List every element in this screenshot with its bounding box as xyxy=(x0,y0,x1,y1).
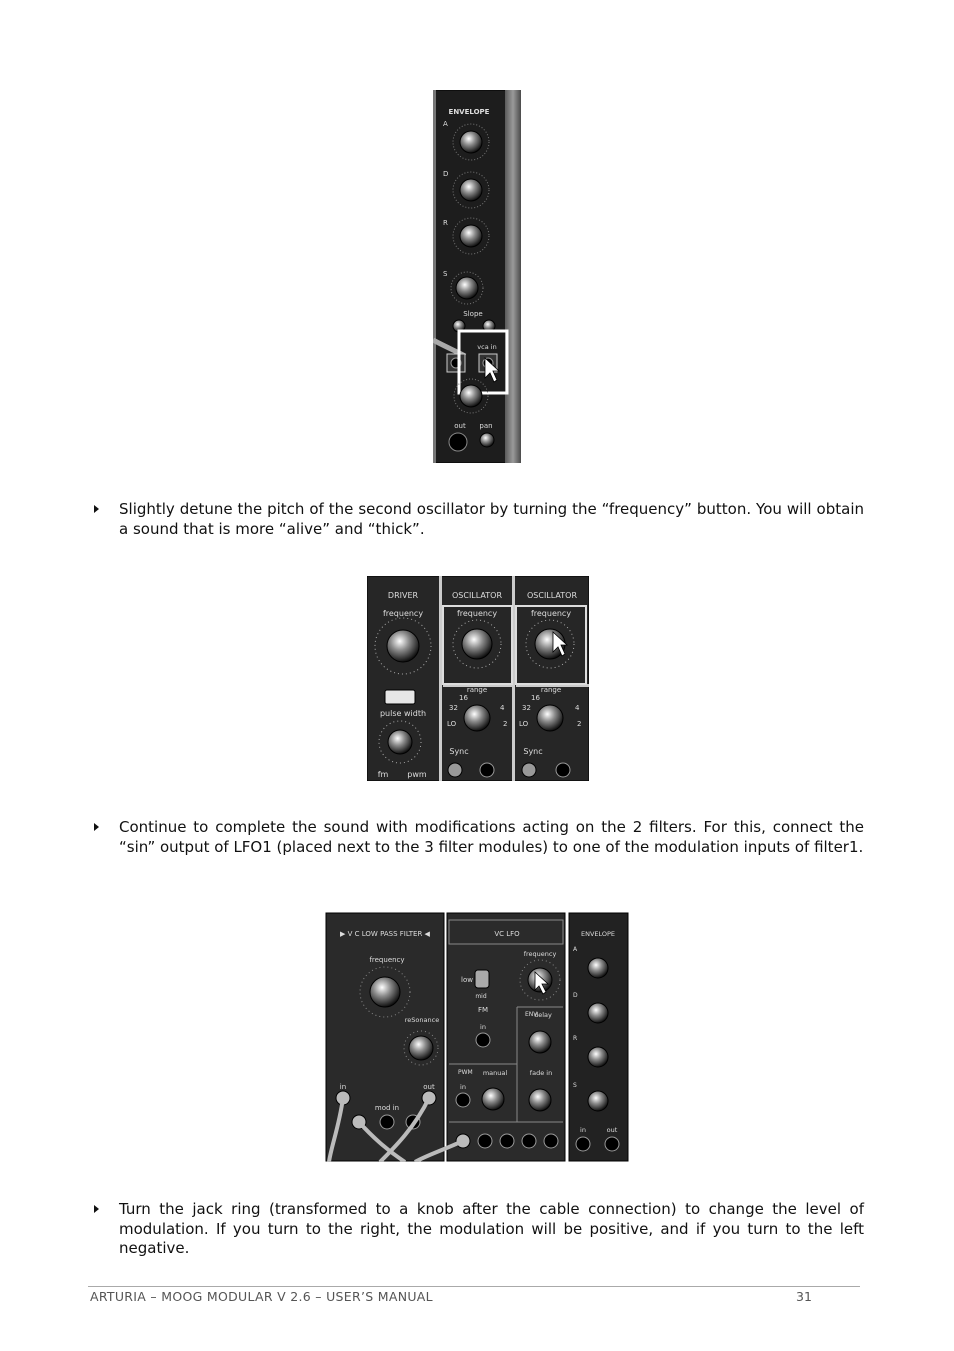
bullet-text: Slightly detune the pitch of the second oscillator by turning the “frequency” button. You will obtain a sound that is more “alive” and “thick”. xyxy=(119,500,864,538)
env-letter-d: D xyxy=(573,992,578,999)
osc1-range-2: 2 xyxy=(503,720,508,728)
bullet-arrow-icon xyxy=(94,823,99,831)
env-knob-a xyxy=(588,958,608,978)
env-knob-s xyxy=(588,1091,608,1111)
osc1-range-32: 32 xyxy=(449,704,458,712)
oscillator-2-title: OSCILLATOR xyxy=(526,591,578,600)
envelope-letter-d: D xyxy=(443,170,449,178)
driver-frequency-knob xyxy=(387,630,419,662)
envelope-pan-knob xyxy=(480,433,494,447)
lfo-fade-in-label: fade in xyxy=(529,1069,553,1077)
figure-filter-lfo-modules xyxy=(325,912,629,1162)
osc2-range-16: 16 xyxy=(531,694,540,702)
footer-title: ARTURIA – MOOG MODULAR V 2.6 – USER’S MANUAL xyxy=(90,1289,433,1304)
oscillator-2-out-jack xyxy=(556,763,570,777)
lfo-low-label: low xyxy=(461,976,473,984)
osc2-range-32: 32 xyxy=(522,704,531,712)
env-letter-r: R xyxy=(573,1035,578,1042)
lfo-env-label: ENV xyxy=(525,1011,538,1018)
osc2-range-2: 2 xyxy=(577,720,582,728)
lfo-fm-in-label: in xyxy=(480,1023,486,1031)
filter-in-label: in xyxy=(339,1083,347,1091)
bullet-text: Turn the jack ring (transformed to a knob after the cable connection) to change the level of modulation. If you turn to the right, the modulation will be positive, and if you turn to the left negative. xyxy=(119,1200,864,1257)
oscillator-2-sync-label: Sync xyxy=(523,747,543,756)
page-number: 31 xyxy=(796,1289,812,1304)
lfo-range-switch xyxy=(475,970,489,988)
oscillator-2-frequency-label: frequency xyxy=(530,609,572,618)
filter-title: ▶ V C LOW PASS FILTER ◀ xyxy=(340,930,430,938)
oscillator-1-out-jack xyxy=(480,763,494,777)
lfo-pulse-jack xyxy=(544,1134,558,1148)
bullet-item-2 xyxy=(94,818,864,857)
lfo-triangle-jack xyxy=(478,1134,492,1148)
lfo-square-jack xyxy=(522,1134,536,1148)
filter-mod-in-label: mod in xyxy=(374,1104,400,1112)
oscillator-1-title: OSCILLATOR xyxy=(451,591,503,600)
figure-oscillator-modules xyxy=(367,576,589,781)
env-in-jack xyxy=(576,1137,590,1151)
envelope-pan-label: pan xyxy=(479,422,493,430)
env-in-label: in xyxy=(580,1126,586,1134)
oscillator-1-sync-label: Sync xyxy=(449,747,469,756)
lfo-fm-label: FM xyxy=(477,1006,489,1014)
env-knob-r xyxy=(588,1047,608,1067)
lfo-frequency-label: frequency xyxy=(523,950,557,958)
pwm-knob xyxy=(388,730,412,754)
filter-frequency-label: frequency xyxy=(369,956,405,964)
env-letter-a: A xyxy=(573,946,578,953)
filter-out-label: out xyxy=(423,1083,435,1091)
osc1-range-16: 16 xyxy=(459,694,468,702)
osc1-range-lo: LO xyxy=(447,720,457,728)
envelope-title: ENVELOPE xyxy=(448,108,490,116)
env-title: ENVELOPE xyxy=(580,930,616,938)
envelope-vca-in-label: vca in xyxy=(477,343,497,351)
driver-title: DRIVER xyxy=(387,591,419,600)
lfo-pwm-in-jack xyxy=(456,1093,470,1107)
figure-envelope-module xyxy=(433,90,521,463)
envelope-letter-s: S xyxy=(443,270,448,278)
lfo-delay-label: delay xyxy=(534,1011,552,1019)
lfo-manual-knob xyxy=(482,1088,504,1110)
footer-divider xyxy=(88,1286,860,1287)
osc2-range-lo: LO xyxy=(519,720,529,728)
env-out-label: out xyxy=(606,1126,618,1134)
oscillator-2-range-knob xyxy=(537,705,563,731)
filter-frequency-knob xyxy=(370,977,400,1007)
driver-frequency-label: frequency xyxy=(382,609,424,618)
oscillator-1-frequency-label: frequency xyxy=(456,609,498,618)
filter-resonance-knob xyxy=(409,1036,433,1060)
oscillator-1-sync-jack xyxy=(448,763,462,777)
bullet-text: Continue to complete the sound with modifications acting on the 2 filters. For this, connect the “sin” output of LFO1 (placed next to the 3 filter modules) to one of the modulation inputs of filter1. xyxy=(119,818,864,856)
bullet-item-1 xyxy=(94,500,864,539)
oscillator-2-range-label: range xyxy=(540,686,562,694)
lfo-fade-in-knob xyxy=(529,1089,551,1111)
bullet-item-3 xyxy=(94,1200,864,1259)
envelope-letter-a: A xyxy=(443,120,448,128)
oscillator-2-sync-jack xyxy=(522,763,536,777)
envelope-letter-r: R xyxy=(443,219,448,227)
oscillator-1-range-label: range xyxy=(466,686,488,694)
lfo-mid-label: mid xyxy=(475,993,487,1000)
lfo-pwm-in-label: in xyxy=(460,1083,466,1091)
filter-mod-in-jack-2 xyxy=(380,1115,394,1129)
osc1-range-4: 4 xyxy=(500,704,505,712)
envelope-out-label: out xyxy=(454,422,466,430)
fm-label: fm xyxy=(377,770,389,779)
bullet-arrow-icon xyxy=(94,505,99,513)
env-knob-d xyxy=(588,1003,608,1023)
oscillator-1-range-knob xyxy=(464,705,490,731)
filter-resonance-label: reSonance xyxy=(404,1016,440,1024)
lfo-fm-in-jack xyxy=(476,1033,490,1047)
lfo-delay-knob xyxy=(529,1031,551,1053)
lfo-manual-label: manual xyxy=(482,1069,508,1077)
lfo-saw-jack xyxy=(500,1134,514,1148)
bullet-arrow-icon xyxy=(94,1205,99,1213)
lfo-title: VC LFO xyxy=(494,930,520,938)
osc2-range-4: 4 xyxy=(575,704,580,712)
lfo-pwm-label: PWM xyxy=(458,1069,473,1076)
envelope-out-jack xyxy=(449,433,467,451)
env-out-jack xyxy=(605,1137,619,1151)
pwm-label: pwm xyxy=(407,770,427,779)
pulse-width-label: pulse width xyxy=(379,709,427,718)
oscillator-1-frequency-knob xyxy=(462,629,492,659)
envelope-slope-label: Slope xyxy=(463,310,483,318)
pulse-width-switch xyxy=(385,690,415,704)
env-letter-s: S xyxy=(573,1082,577,1089)
envelope-level-knob xyxy=(460,385,482,407)
